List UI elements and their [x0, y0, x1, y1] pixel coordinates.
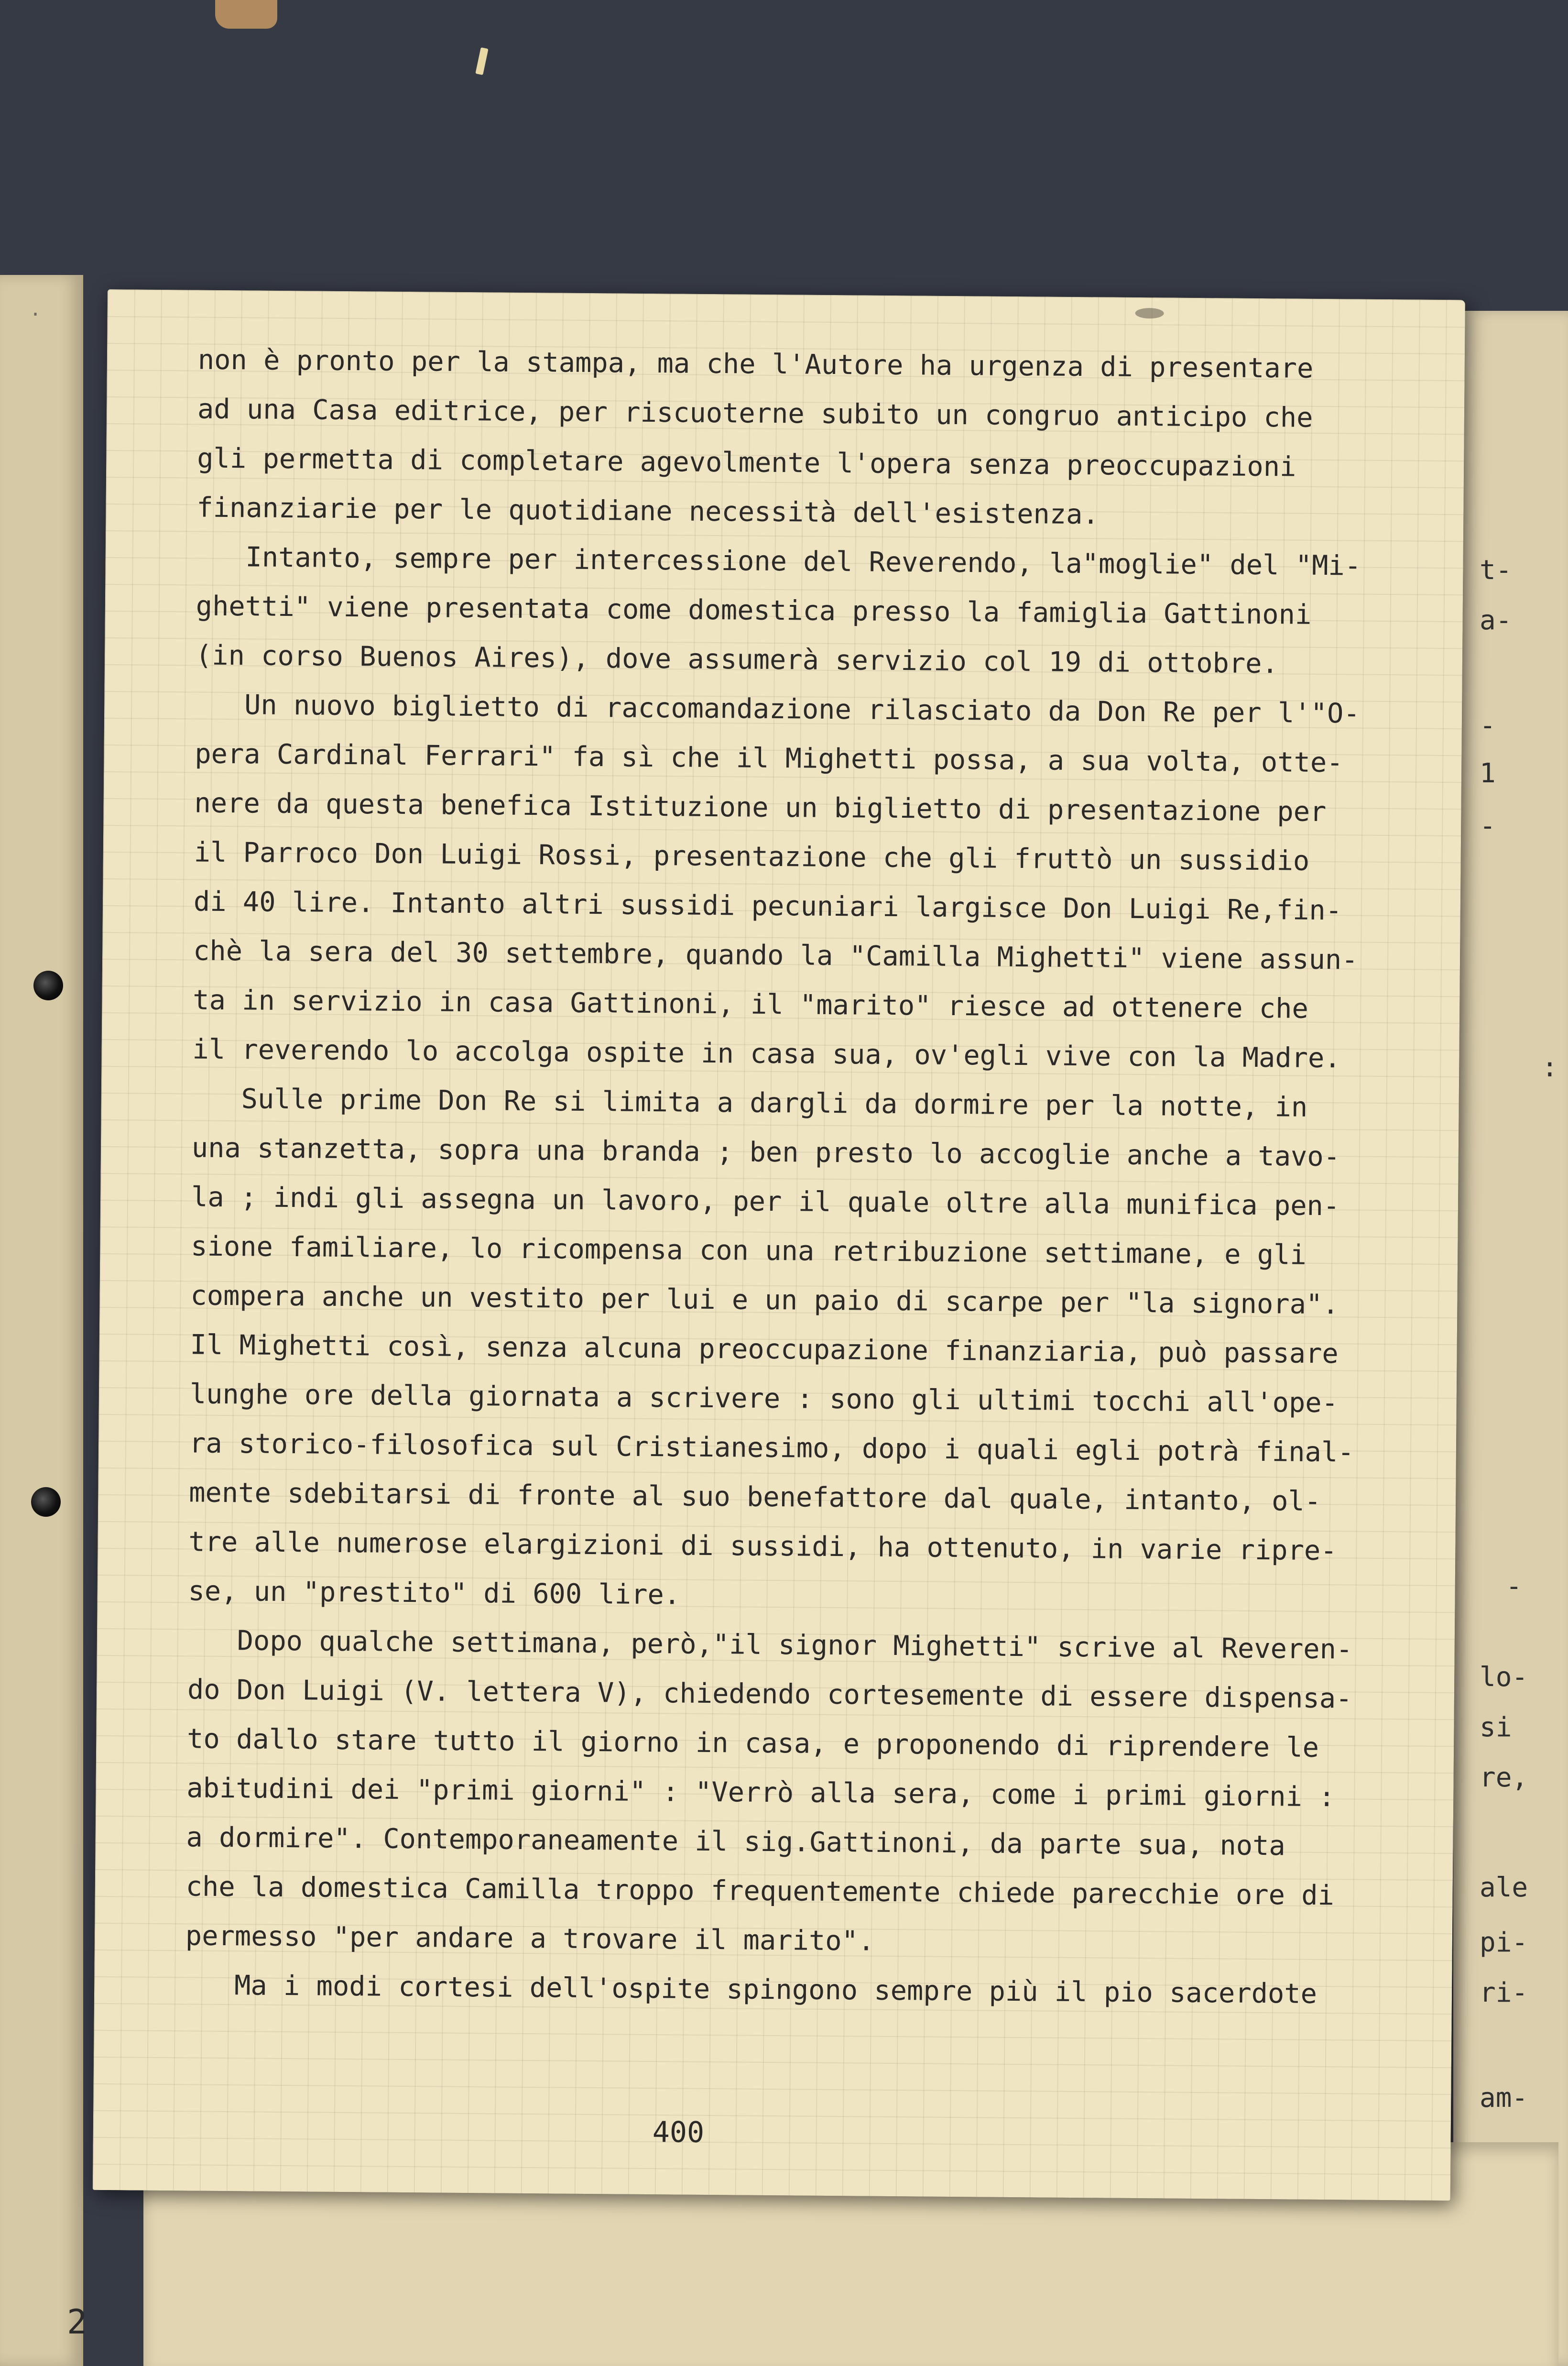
- text-line: una stanzetta, sopra una branda ; ben presto lo accoglie anche a tavo-: [191, 1132, 1340, 1173]
- binder-ring-top: [33, 971, 63, 1000]
- margin-fragment: si: [1480, 1712, 1512, 1743]
- text-line: Dopo qualche settimana, però,"il signor Mighetti" scrive al Reveren-: [187, 1624, 1353, 1665]
- margin-fragment: re,: [1480, 1762, 1528, 1793]
- binder-ring-bottom: [31, 1487, 61, 1517]
- margin-fragment: ale: [1480, 1872, 1528, 1903]
- text-line: ghetti" viene presentata come domestica presso la famiglia Gattinoni: [196, 590, 1312, 631]
- text-line: mente sdebitarsi di fronte al suo benefattore dal quale, intanto, ol-: [188, 1477, 1321, 1518]
- text-line: Un nuovo biglietto di raccomandazione rilasciato da Don Re per l'"O-: [195, 689, 1360, 730]
- margin-fragment: -: [1480, 811, 1496, 842]
- ink-blot: [1135, 308, 1164, 318]
- text-line: to dallo stare tutto il giorno in casa, e proponendo di riprendere le: [186, 1723, 1319, 1764]
- left-facing-page: [0, 275, 87, 2366]
- text-line: non è pronto per la stampa, ma che l'Autore ha urgenza di presentare: [197, 344, 1314, 384]
- text-line: se, un "prestito" di 600 lire.: [188, 1575, 681, 1611]
- text-line: chè la sera del 30 settembre, quando la "Camilla Mighetti" viene assun-: [193, 935, 1358, 976]
- text-line: finanziarie per le quotidiane necessità dell'esistenza.: [196, 492, 1100, 531]
- margin-fragment: 1: [1480, 758, 1496, 789]
- paper-scrap: [215, 0, 277, 29]
- margin-fragment: am-: [1480, 2082, 1528, 2114]
- text-line: che la domestica Camilla troppo frequentemente chiede parecchie ore di: [185, 1871, 1335, 1912]
- text-line: Ma i modi cortesi dell'ospite spingono sempre più il pio sacerdote: [185, 1969, 1318, 2010]
- margin-fragment: -: [1480, 710, 1496, 741]
- text-line: ad una Casa editrice, per riscuoterne subito un congruo anticipo che: [197, 393, 1313, 434]
- typed-body-text: [185, 335, 1412, 2019]
- left-page-mark: ·: [30, 304, 42, 326]
- text-line: ta in servizio in casa Gattinoni, il "marito" riesce ad ottenere che: [193, 984, 1309, 1025]
- text-line: di 40 lire. Intanto altri sussidi pecuniari largisce Don Luigi Re,fin-: [193, 886, 1342, 927]
- text-line: Sulle prime Don Re si limita a dargli da dormire per la notte, in: [192, 1083, 1308, 1123]
- text-line: permesso "per andare a trovare il marito".: [185, 1920, 875, 1957]
- margin-fragment: -: [1506, 1571, 1522, 1602]
- margin-fragment: t-: [1480, 555, 1512, 586]
- text-line: compera anche un vestito per lui e un paio di scarpe per "la signora".: [190, 1280, 1339, 1321]
- text-line: ra storico-filosofica sul Cristianesimo, dopo i quali egli potrà final-: [189, 1427, 1354, 1468]
- text-line: gli permetta di completare agevolmente l'opera senza preoccupazioni: [196, 442, 1296, 483]
- text-line: (in corso Buenos Aires), dove assumerà servizio col 19 di ottobre.: [195, 639, 1279, 680]
- text-line: il reverendo lo accolga ospite in casa sua, ov'egli vive con la Madre.: [192, 1033, 1341, 1074]
- text-line: abitudini dei "primi giorni" : "Verrò alla sera, come i primi giorni :: [186, 1772, 1335, 1813]
- text-line: la ; indi gli assegna un lavoro, per il quale oltre alla munifica pen-: [191, 1181, 1340, 1222]
- text-line: pera Cardinal Ferrari" fa sì che il Mighetti possa, a sua volta, otte-: [195, 738, 1343, 779]
- text-line: nere da questa benefica Istituzione un biglietto di presentazione per: [194, 787, 1327, 828]
- margin-fragment: :: [1542, 1052, 1558, 1083]
- text-line: do Don Luigi (V. lettera V), chiedendo cortesemente di essere dispensa-: [187, 1674, 1352, 1715]
- pen-mark: [475, 47, 488, 75]
- text-line: tre alle numerose elargizioni di sussidi, ha ottenuto, in varie ripre-: [188, 1526, 1337, 1567]
- document-page: [93, 289, 1465, 2201]
- text-line: Intanto, sempre per intercessione del Reverendo, la"moglie" del "Mi-: [196, 541, 1361, 582]
- text-line: a dormire". Contemporaneamente il sig.Gattinoni, da parte sua, nota: [186, 1821, 1286, 1862]
- margin-fragment: ri-: [1480, 1977, 1528, 2008]
- left-page-number: 2: [67, 2302, 87, 2342]
- page-number: 400: [652, 2115, 705, 2149]
- text-line: il Parroco Don Luigi Rossi, presentazione che gli fruttò un sussidio: [194, 836, 1310, 877]
- margin-fragment: pi-: [1480, 1927, 1528, 1958]
- text-line: lunghe ore della giornata a scrivere : sono gli ultimi tocchi all'ope-: [189, 1378, 1339, 1419]
- margin-fragment: lo-: [1480, 1662, 1528, 1693]
- text-line: Il Mighetti così, senza alcuna preoccupazione finanziaria, può passare: [190, 1329, 1339, 1370]
- text-line: sione familiare, lo ricompensa con una retribuzione settimane, e gli: [191, 1230, 1307, 1271]
- margin-fragment: a-: [1480, 605, 1512, 636]
